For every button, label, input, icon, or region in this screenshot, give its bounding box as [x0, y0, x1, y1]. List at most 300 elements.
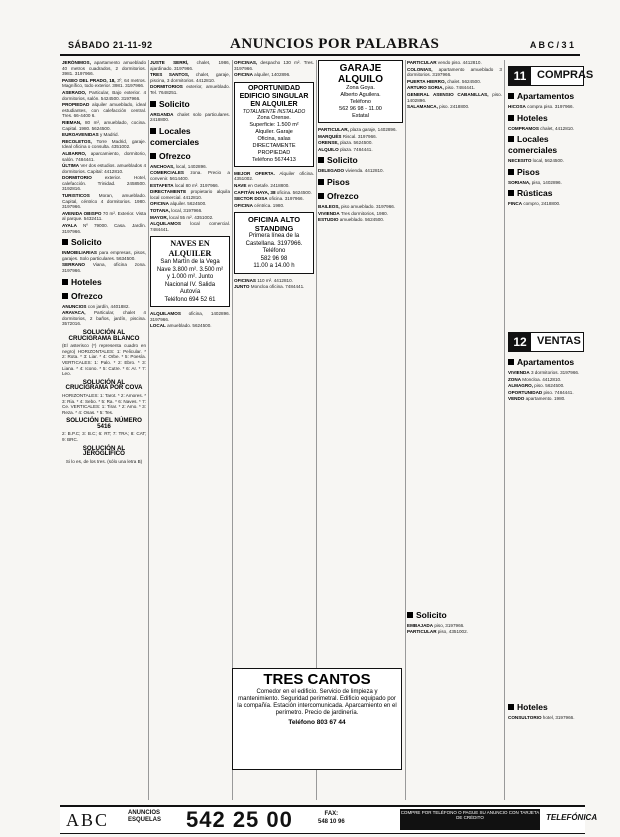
classified-ad [150, 201, 230, 207]
number-solution-title: SOLUCIÓN DEL NÚMERO 5416 [66, 417, 142, 430]
naves-ad-box [150, 236, 230, 307]
ad-keyword: TRES SANTOS, [150, 72, 190, 78]
ad-text: 110 m². 4412810. [255, 277, 293, 283]
classified-ad [407, 629, 502, 635]
ad-text: piso. 7484441. [443, 85, 476, 91]
c4-sol [318, 168, 403, 174]
classified-ad [234, 278, 314, 284]
ad-keyword: LOCAL [150, 323, 166, 329]
ad-keyword: BAILEOS, [318, 203, 340, 209]
classified-ad [318, 204, 403, 210]
ad-text: amueblado. 5624500. [338, 217, 385, 223]
section-pisos: Pisos [508, 167, 584, 178]
ad-line: Castellana. 3197966. [245, 240, 303, 247]
ad-keyword: VIVIENDA [508, 370, 530, 375]
ad-keyword: ESTUDIO [318, 217, 339, 223]
tres-cantos-title: TRES CANTOS [263, 671, 371, 688]
ad-keyword: COMPRAMOS [508, 125, 539, 131]
classified-ad [150, 183, 230, 189]
ad-text: chalet, 4412810. [538, 125, 575, 131]
classified-ad [508, 104, 584, 110]
ad-line: Primera línea de la [248, 233, 300, 240]
ad-text: oficina, 1402896. 3197966. [150, 311, 230, 322]
ad-text: vendo piso. 4412810. [436, 60, 482, 65]
classified-ad [62, 193, 146, 210]
ad-line: Oficina, salas [257, 135, 291, 142]
ad-text: local 55 m². 4351002. [167, 214, 214, 220]
ad-line: Teléfono [262, 248, 286, 255]
section-hoteles: Hoteles [508, 113, 584, 124]
classified-ad [234, 284, 314, 290]
ad-text: local, 1402896. [174, 163, 207, 169]
crossword-solution-title: SOLUCIÓN AL CRUCIGRAMA BLANCO [68, 328, 140, 342]
ad-keyword: ANCHOAS, [150, 163, 175, 169]
ad-keyword: DIRECTAMENTE [150, 189, 187, 195]
classified-ad [508, 715, 584, 721]
ad-keyword: ALBARRO, [62, 150, 87, 156]
section-hoteles: Hoteles [508, 702, 584, 713]
garaje-ad-lines [320, 85, 401, 120]
classified-ad [150, 112, 230, 123]
c4-items [318, 127, 403, 152]
ad-text: plaza. 7484441. [338, 146, 373, 152]
ad-text: céntrica. 1980. [252, 202, 285, 208]
garaje-ad-box [318, 60, 403, 123]
ad-text: Viana, oficina zona. 3197966. [62, 262, 146, 273]
ad-line: Zona Goya. [346, 85, 375, 91]
edificio-ad-subtitle: TOTALMENTE INSTALADO [242, 108, 306, 115]
column-6-ventas [508, 354, 584, 794]
ad-text: chalet. 5624500. [445, 78, 482, 84]
ad-keyword: FINCA [508, 201, 523, 207]
ad-keyword: COLONIAS, [407, 66, 433, 72]
section-solicito: Solicito [62, 237, 146, 248]
abc-logo: ABC [66, 810, 110, 830]
ad-text: Nº 79000. Casa. Jardín. 3197966. [62, 223, 146, 234]
ad-keyword: OFICINA [234, 202, 253, 208]
ad-keyword: ARTURO SORIA, [407, 85, 444, 91]
section-solicito: Solicito [318, 155, 403, 166]
classified-ad [150, 221, 230, 232]
ad-text: piso amueblado. 3197966. [339, 203, 396, 209]
section-solicito: Solicito [150, 99, 230, 110]
section-ofrezco: Ofrezco [318, 191, 403, 202]
ad-line: 582 96 98 [260, 255, 288, 262]
column-rule [148, 60, 149, 800]
ad-keyword: ARGANDA [150, 111, 174, 117]
number-solution-text: 2: B.P.C; 3: B.C; 6: RT; 7: TRA; 8: CAT; 9: BRC. [62, 431, 146, 443]
ad-line: Teléfono 5674413 [252, 156, 296, 163]
ad-keyword: ARAVACA, [62, 310, 86, 316]
telefonica-logo: TELEFÓNICA [546, 813, 598, 822]
ad-text: apartamento amueblado 40 metros cuadrados, 2 dormitorios. 3981. 3197966. [62, 60, 146, 77]
column-rule [504, 60, 505, 800]
ad-keyword: VIVIENDA [318, 210, 340, 216]
footer-phone: 542 25 00 [186, 807, 293, 832]
ad-keyword: COMERCIALES [150, 170, 184, 176]
ad-text: zona. Precio a convenir. 5614400. [150, 170, 230, 181]
footer-fax [318, 810, 345, 826]
ad-line: Alquiler. Garaje [255, 128, 293, 135]
classified-ad [407, 67, 502, 78]
classified-ad [62, 151, 146, 162]
ad-keyword: CONSULTORIO [508, 714, 542, 720]
footer-banner [60, 805, 598, 834]
ad-keyword: CAPITÁN HAYA, 38 [234, 189, 276, 195]
classified-ad [318, 134, 403, 140]
classified-ad [508, 158, 584, 164]
classified-ad [150, 215, 230, 221]
category-name: VENTAS [537, 335, 581, 347]
classified-ad [508, 126, 584, 132]
ad-keyword: PARTICULAR, [318, 127, 349, 132]
classified-ad [150, 189, 230, 200]
ad-keyword: PUERTA HIERRO, [407, 78, 446, 84]
crossword-solution-text: (El asterisco (*) representa cuadro en negro) HORIZONTALES: 1: Pelicular. * 2: Rota. * 3: Liar. * 4: Orbe. * 5: Poesía. VERTICALES: 1: Palo. * 2: Ebro. * 3: Liana. * 4: Icono. * 5: Cutre. * 6: Ar. * 7: Leo. [62, 343, 146, 377]
ad-keyword: DORMITORIO [62, 175, 92, 181]
c2-solicito [150, 112, 230, 123]
classified-ad [318, 127, 403, 133]
ad-text: apartamento amueblado 3 dormitorios. 3197966. [407, 66, 502, 78]
ad-text: propietario alquila local comercial. 4412810. [150, 189, 230, 200]
ad-keyword: SERRANO [62, 262, 85, 268]
ad-keyword: PROPIEDAD [62, 102, 90, 108]
ad-line: Estatal [352, 113, 369, 119]
classified-ad [407, 104, 502, 110]
ad-keyword: ALQUILAMOS [150, 311, 181, 317]
section-locales: Locales comerciales [508, 134, 584, 156]
footer-anuncios: ANUNCIOS [128, 810, 161, 816]
column-5 [407, 60, 502, 800]
section-solicito: Solicito [407, 610, 502, 621]
classified-ad [407, 623, 502, 629]
ad-text: despacho 130 m². Tres. 3197966. [234, 60, 314, 71]
ad-text: amueblado. 5624500. [165, 323, 212, 329]
c5-items [407, 60, 502, 110]
c6-rusticas [508, 201, 584, 207]
c3-mid [234, 171, 314, 209]
ad-keyword: MAYOR, [150, 214, 168, 220]
classified-ad [62, 139, 146, 150]
classified-ad [62, 60, 146, 77]
crossword-cova-text: HORIZONTALES: 1: Tarot. * 2: Amores. * 3: Ria. * 4: Sebo. * 5: Ra. * 6: Naves. * 7: Ce. VERTICALES: 1: Tirar. * 2: Amo. * 3: Reza. * 4: Osas. * 5: Tes. [62, 392, 146, 415]
category-number: 11 [509, 67, 531, 85]
classified-ad [508, 383, 584, 389]
classified-ad [62, 102, 146, 119]
ad-text: Riscal. 3197966. [341, 133, 377, 139]
ad-text: Moran, amueblado. Capital, céntrico 4 dormitorios. 1980. 3197966. [62, 193, 146, 210]
ad-keyword: RIEMAN, [62, 119, 82, 125]
tres-cantos-phone: Teléfono 803 67 44 [288, 719, 346, 726]
c6-locales [508, 158, 584, 164]
ad-text: piso, 3197966. [433, 622, 465, 628]
ad-keyword: SORIANA, [508, 179, 531, 185]
edificio-ad-lines [236, 115, 312, 164]
naves-ad-lines [152, 259, 228, 304]
classified-ad [150, 60, 230, 71]
ad-keyword: VENDO [508, 396, 525, 402]
ad-text: Torre Madrid, garaje. Ideal oficina o consulta. 4351002. [62, 138, 146, 150]
footer-esquelas: ESQUELAS [128, 817, 162, 823]
c1-intro [62, 60, 146, 234]
ad-text: exterior, amueblado. Tel. 7648251. [150, 84, 230, 95]
ad-text: piso. 2418800. [437, 104, 470, 110]
section-apartamentos: Apartamentos [508, 91, 584, 102]
ad-text: con jardín, 4401882. [86, 303, 130, 309]
ad-text: piso. 1402896. [407, 91, 502, 103]
ad-keyword: ORENSE, [318, 140, 339, 146]
classified-ad [508, 396, 584, 402]
ad-keyword: RECOLETOS, [62, 138, 92, 144]
ad-text: exterior. Hotel, calefacción. Trinidad. 2458500. 3192816. [62, 175, 146, 192]
classified-ad [407, 85, 502, 91]
oficina-ad-box [234, 212, 314, 274]
ad-keyword: ÚLTIMA [62, 163, 80, 169]
ad-line: Alberto Aguilera. [340, 92, 381, 98]
ad-text: local, 3197966. [170, 207, 203, 213]
ad-line: Zona Orense. [257, 114, 291, 121]
ad-text: Ver dos estudios. amueblados 4 dormitorios. Capital: 4412810. [62, 163, 146, 174]
hieroglyph-solution-title: SOLUCIÓN AL JEROGLÍFICO [82, 444, 126, 458]
ad-text: local comercial. 7484441. [150, 221, 230, 232]
ad-keyword: ALMAGRO, [508, 383, 534, 389]
ad-keyword: ANUNCIOS [62, 303, 87, 309]
classified-ad [234, 196, 314, 202]
classified-ad [407, 92, 502, 103]
ad-text: piso, 1402896. [530, 179, 562, 185]
header-date: SÁBADO 21-11-92 [68, 40, 153, 50]
ad-keyword: OPORTUNIDAD [508, 389, 543, 395]
classified-ad [150, 164, 230, 170]
classified-ad [318, 168, 403, 174]
c6-hoteles2 [508, 715, 584, 721]
ad-line: Autovía [179, 289, 201, 296]
ad-text: Tres dormitorios, 1980. [339, 210, 388, 216]
crossword-cova-title: SOLUCIÓN AL CRUCIGRAMA POR COVA [65, 378, 143, 392]
classified-ad [234, 60, 314, 71]
header-title: ANUNCIOS POR PALABRAS [230, 36, 440, 52]
ad-text: oficina. 3197966. [267, 196, 304, 202]
ad-text: alquiler, 1402896. [252, 72, 291, 78]
classified-ad [62, 304, 146, 310]
c6-hoteles [508, 126, 584, 132]
ad-text: piso. 7484441. [542, 389, 574, 395]
classified-ad [62, 175, 146, 192]
ad-keyword: JUNTO [234, 284, 250, 290]
classified-ad [62, 163, 146, 174]
ad-keyword: OFICINA [234, 72, 253, 78]
ad-text: Particular, chalet 4 dormitorios, 2 baños, jardín, piscina. 3572016. [62, 310, 146, 327]
c1-solicito [62, 250, 146, 273]
ad-keyword: OFICINAS, [234, 60, 258, 65]
ad-text: Alquiler oficina. 4351002. [234, 170, 314, 182]
hieroglyph-solution-text: Si lo es, de los tres. (sólo una letra B) [65, 458, 143, 464]
c1-ofrezco [62, 304, 146, 327]
ad-text: aparcamiento, dormitorio, salón. 7484441. [62, 150, 146, 162]
ad-text: Moncloa. 4412810. [521, 376, 562, 382]
ad-line: y 1.000 m². Junto [166, 274, 214, 281]
ad-text: compro, 2418800. [522, 201, 561, 207]
ad-line: Superficie: 1.500 m² [249, 121, 299, 128]
ad-keyword: JUSTE SERRÍ, [150, 60, 189, 65]
ad-keyword: MEJOR OFERTA. [234, 170, 275, 176]
column-1 [62, 60, 146, 800]
section-rusticas: Rústicas [508, 188, 584, 199]
classified-ad [234, 183, 314, 189]
classified-ad [150, 311, 230, 322]
classified-ad [508, 370, 584, 376]
ad-text: chalet solo particulares. 2418800. [150, 111, 230, 123]
section-ofrezco: Ofrezco [150, 151, 230, 162]
category-compras [508, 66, 594, 86]
ad-keyword: PARTICULAR [407, 629, 437, 635]
c6-pisos [508, 180, 584, 186]
ad-text: para empresas, pisos, garajes. Solo particulares. 5634500. [62, 250, 146, 261]
classified-ad [150, 323, 230, 329]
footer-services [128, 810, 161, 824]
ad-text: chalet, garaje, piscina, 3 dormitorios. 4412810. [150, 72, 230, 83]
fax-number: 548 10 96 [318, 819, 345, 825]
category-name: COMPRAS [537, 69, 594, 81]
oficina-ad-title: OFICINA ALTO STANDING [247, 215, 301, 234]
ad-text: local, 5624500. [531, 158, 564, 164]
fax-label: FAX: [324, 811, 339, 817]
classified-ad [62, 223, 146, 234]
ad-keyword: INMOBILIARIAS [62, 250, 97, 256]
column-6-compras [508, 88, 584, 328]
classified-ad [318, 211, 403, 217]
edificio-ad-box [234, 82, 314, 167]
ad-text: Particular, Bajo exterior. 4 dormitorios, salón. 5424500. 3197966. [62, 89, 146, 101]
c2-ofrezco [150, 164, 230, 233]
page-header [60, 36, 580, 56]
classified-ad [150, 84, 230, 95]
classified-ad [150, 208, 230, 214]
section-ofrezco: Ofrezco [62, 291, 146, 302]
ad-text: vivienda. 4412810. [344, 168, 384, 174]
ad-text: compra piso. 3197966. [525, 104, 574, 109]
column-2 [150, 60, 230, 800]
ad-line: Teléfono [350, 99, 371, 105]
ad-keyword: SECTOR DOSA [234, 196, 268, 202]
tres-cantos-text: Comedor en el edificio. Servicio de limpieza y mantenimiento. Seguridad perimetral. Edificio equipado por la compañía. Estación intercomunicada. Aparcamiento en el perímetro. Precio de jardinería. [237, 689, 397, 716]
ad-keyword: EUROAVENIDAS [62, 132, 99, 138]
garaje-ad-title: GARAJE ALQUILO [338, 63, 383, 85]
classified-ad [62, 211, 146, 222]
ad-line: 11.00 a 14.00 h [253, 263, 295, 270]
ad-keyword: JERÓNIMOS, [62, 60, 91, 65]
classified-ad [234, 203, 314, 209]
naves-ad-title: NAVES EN ALQUILER [168, 239, 212, 259]
category-ventas [508, 332, 584, 352]
ad-text: hotel, 3197966. [541, 714, 575, 720]
ad-text: Moncloa oficina. 7484441. [249, 284, 305, 290]
classified-ad [62, 78, 146, 89]
ad-text: plaza garaje, 1402896. [348, 127, 397, 132]
ad-keyword: HICOSA [508, 104, 526, 109]
column-rule [405, 60, 406, 800]
c2-more [150, 311, 230, 329]
c6-apart [508, 104, 584, 110]
ad-text: y Madrid. [98, 132, 119, 138]
classified-ad [318, 217, 403, 223]
ad-keyword: ASERADO, [62, 89, 87, 95]
ad-keyword: ALQUILO [318, 146, 339, 152]
c3-bot [234, 278, 314, 290]
ad-text: 3 dormitorios. 3197966. [529, 370, 580, 375]
ad-text: piso. 5624500. [533, 383, 565, 389]
ad-text: alquiler. 5624500. [168, 201, 207, 207]
section-locales: Locales comerciales [150, 126, 230, 148]
ad-text: 70 m². Exterior. Vista al parque. 5432411. [62, 210, 146, 222]
header-page-number: A B C / 3 1 [529, 40, 574, 50]
ad-keyword: OFICINA [150, 201, 169, 207]
ad-keyword: TURISTICOS [62, 193, 90, 199]
ad-text: plaza. 5624500. [338, 140, 373, 146]
classified-ad [62, 262, 146, 273]
classified-ad [234, 190, 314, 196]
category-number: 12 [509, 333, 531, 351]
classified-ad [508, 390, 584, 396]
ad-text: 3º, 64 metros. Magnífico, todo exterior. 3981. 3197966. [62, 77, 146, 89]
ad-line: San Martín de la Vega [160, 259, 220, 266]
ad-line: DIRECTAMENTE PROPIEDAD [252, 142, 296, 156]
c2-top [150, 60, 230, 96]
ad-keyword: NAVE [234, 182, 247, 188]
section-apartamentos: Apartamentos [508, 357, 584, 368]
ad-text: piso, 4351002. [436, 629, 468, 635]
c6-apart2 [508, 370, 584, 402]
classified-ad [62, 250, 146, 261]
ad-text: alquiler amueblado, ideal estudiantes, con calefacción central. Tres. 66-4400 6. [62, 102, 146, 119]
classified-ad [62, 310, 146, 327]
classified-ad [234, 72, 314, 78]
ad-text: chalet, 1986, ajardinado. 3197966. [150, 60, 230, 71]
ad-keyword: ZONA [508, 376, 522, 382]
ad-keyword: MARQUÉS [318, 133, 342, 139]
classified-ad [407, 60, 502, 66]
classified-ad [508, 180, 584, 186]
classified-ad [508, 201, 584, 207]
ad-text: oficina. 5624500. [275, 189, 312, 195]
ad-keyword: SALAMANCA, [407, 104, 438, 110]
ad-keyword: OFICINAS [234, 277, 256, 283]
ad-keyword: DORMITORIOS [150, 84, 183, 90]
ad-keyword: ESTAFETA [150, 182, 174, 188]
ad-keyword: GENERAL ASENSIO CABANILLAS, [407, 91, 489, 97]
c3-top [234, 60, 314, 78]
ad-line: Nave 3.800 m². 3.500 m² [156, 266, 224, 273]
classified-ad [318, 147, 403, 153]
ad-keyword: NECESITO [508, 158, 532, 164]
classified-ad [62, 120, 146, 131]
column-4 [318, 60, 403, 560]
classified-ad [407, 79, 502, 85]
ad-text: apartamento. 1980. [524, 396, 566, 402]
edificio-ad-title: OPORTUNIDAD EDIFICIO SINGULAR EN ALQUILER [239, 84, 309, 108]
ad-text: 80 m², amueblado, cocina. Capital. 1980. 5624500. [62, 119, 146, 131]
ad-keyword: ALQUILAMOS [150, 221, 181, 227]
ad-keyword: AYALA [62, 223, 77, 229]
classified-ad [62, 90, 146, 101]
oficina-ad-lines [236, 233, 312, 271]
section-hoteles: Hoteles [62, 277, 146, 288]
ad-text: en Getafe. 2418800. [246, 182, 290, 188]
ad-keyword: AVENIDA OBISPO [62, 210, 102, 216]
ad-keyword: EMBAJADA [407, 622, 434, 628]
classified-ad [150, 72, 230, 83]
ad-text: local 80 m². 3197966. [173, 182, 220, 188]
